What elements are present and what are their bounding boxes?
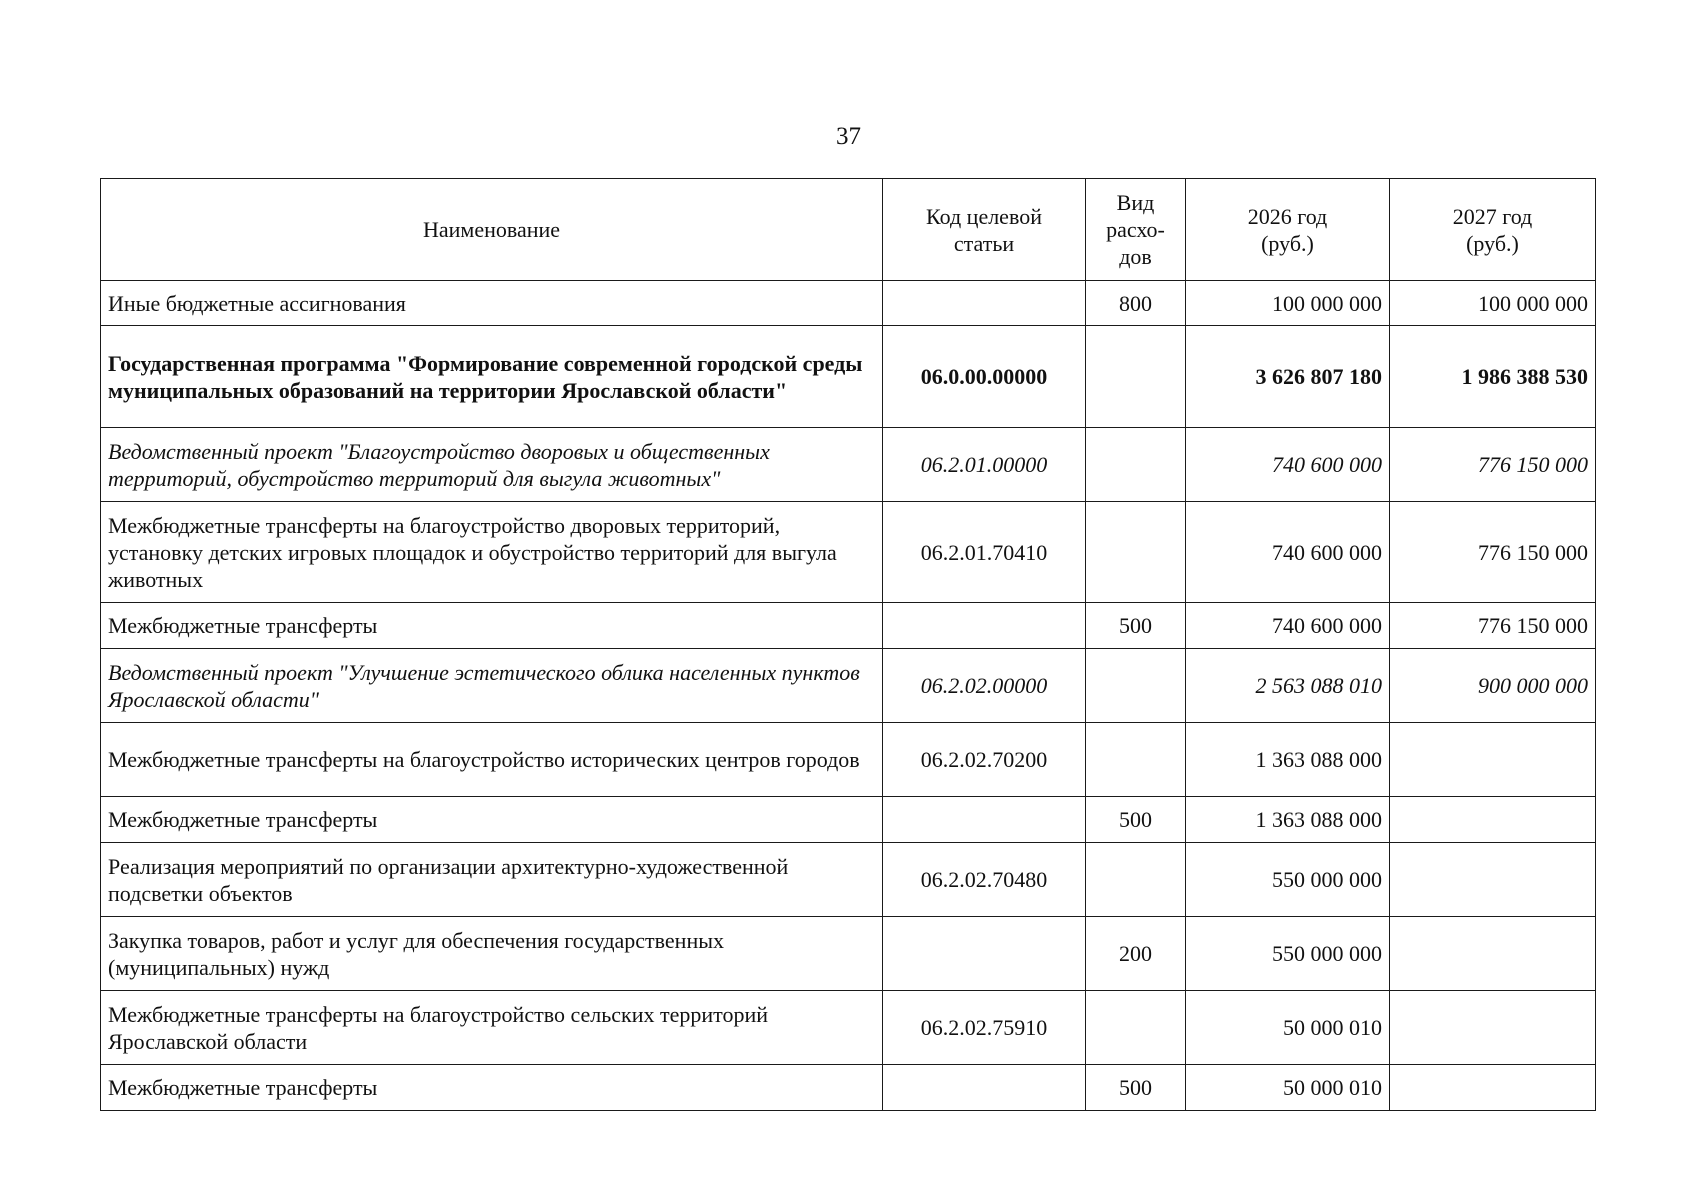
- header-expense-type: Вид расхо-дов: [1086, 179, 1186, 281]
- table-row: [101, 797, 1596, 843]
- row-code: [883, 797, 1086, 843]
- table-row: [101, 502, 1596, 603]
- row-code: [883, 1065, 1086, 1111]
- row-name: Межбюджетные трансферты: [101, 1065, 883, 1111]
- row-expense-type: 200: [1086, 917, 1186, 991]
- row-amount-2026: 550 000 000: [1186, 843, 1390, 917]
- header-code: Код целевой статьи: [883, 179, 1086, 281]
- row-amount-2026: 2 563 088 010: [1186, 649, 1390, 723]
- row-code: 06.2.01.70410: [883, 502, 1086, 603]
- row-name: Закупка товаров, работ и услуг для обеспечения государственных (муниципальных) нужд: [101, 917, 883, 991]
- row-amount-2027: [1390, 1065, 1596, 1111]
- row-expense-type: 800: [1086, 281, 1186, 326]
- row-amount-2026: 550 000 000: [1186, 917, 1390, 991]
- row-code: 06.2.02.75910: [883, 991, 1086, 1065]
- row-code: [883, 917, 1086, 991]
- row-name: Ведомственный проект "Улучшение эстетического облика населенных пунктов Ярославской области": [101, 649, 883, 723]
- row-name: Реализация мероприятий по организации архитектурно-художественной подсветки объектов: [101, 843, 883, 917]
- row-amount-2026: 50 000 010: [1186, 991, 1390, 1065]
- table-row: [101, 649, 1596, 723]
- page-number: 37: [836, 123, 861, 150]
- row-name: Иные бюджетные ассигнования: [101, 281, 883, 326]
- row-expense-type: 500: [1086, 1065, 1186, 1111]
- table-header-row: [101, 179, 1596, 281]
- row-code: [883, 603, 1086, 649]
- row-expense-type: [1086, 843, 1186, 917]
- header-2027: 2027 год (руб.): [1390, 179, 1596, 281]
- row-name: Межбюджетные трансферты: [101, 603, 883, 649]
- row-name: Государственная программа "Формирование современной городской среды муниципальных образований на территории Ярославской области": [101, 326, 883, 428]
- row-amount-2026: 740 600 000: [1186, 603, 1390, 649]
- row-name: Межбюджетные трансферты на благоустройство дворовых территорий, установку детских игровых площадок и обустройство территорий для выгула животных: [101, 502, 883, 603]
- row-amount-2026: 1 363 088 000: [1186, 797, 1390, 843]
- table-row: [101, 917, 1596, 991]
- row-expense-type: [1086, 991, 1186, 1065]
- header-2026: 2026 год (руб.): [1186, 179, 1390, 281]
- row-expense-type: 500: [1086, 603, 1186, 649]
- row-code: 06.2.02.70480: [883, 843, 1086, 917]
- row-name: Межбюджетные трансферты на благоустройство сельских территорий Ярославской области: [101, 991, 883, 1065]
- row-name: Межбюджетные трансферты: [101, 797, 883, 843]
- row-expense-type: [1086, 723, 1186, 797]
- row-expense-type: 500: [1086, 797, 1186, 843]
- row-amount-2027: 1 986 388 530: [1390, 326, 1596, 428]
- row-code: 06.2.02.00000: [883, 649, 1086, 723]
- row-amount-2026: 3 626 807 180: [1186, 326, 1390, 428]
- row-amount-2026: 100 000 000: [1186, 281, 1390, 326]
- budget-table: [100, 178, 1596, 1111]
- row-expense-type: [1086, 649, 1186, 723]
- table-row: [101, 1065, 1596, 1111]
- row-amount-2027: 776 150 000: [1390, 428, 1596, 502]
- row-amount-2027: 776 150 000: [1390, 502, 1596, 603]
- row-amount-2027: [1390, 797, 1596, 843]
- row-amount-2027: 900 000 000: [1390, 649, 1596, 723]
- row-name: Межбюджетные трансферты на благоустройство исторических центров городов: [101, 723, 883, 797]
- table-row: [101, 991, 1596, 1065]
- table-row: [101, 843, 1596, 917]
- row-code: 06.0.00.00000: [883, 326, 1086, 428]
- table-row: [101, 281, 1596, 326]
- table-row: [101, 326, 1596, 428]
- row-expense-type: [1086, 428, 1186, 502]
- table-row: [101, 603, 1596, 649]
- row-code: 06.2.01.00000: [883, 428, 1086, 502]
- row-amount-2027: [1390, 917, 1596, 991]
- row-name: Ведомственный проект "Благоустройство дворовых и общественных территорий, обустройство территорий для выгула животных": [101, 428, 883, 502]
- row-amount-2027: 776 150 000: [1390, 603, 1596, 649]
- row-amount-2026: 50 000 010: [1186, 1065, 1390, 1111]
- row-amount-2026: 1 363 088 000: [1186, 723, 1390, 797]
- table-row: [101, 428, 1596, 502]
- row-amount-2027: [1390, 723, 1596, 797]
- row-amount-2026: 740 600 000: [1186, 502, 1390, 603]
- row-expense-type: [1086, 502, 1186, 603]
- row-code: [883, 281, 1086, 326]
- row-amount-2026: 740 600 000: [1186, 428, 1390, 502]
- header-name: Наименование: [101, 179, 883, 281]
- row-amount-2027: [1390, 843, 1596, 917]
- row-expense-type: [1086, 326, 1186, 428]
- row-amount-2027: 100 000 000: [1390, 281, 1596, 326]
- row-amount-2027: [1390, 991, 1596, 1065]
- row-code: 06.2.02.70200: [883, 723, 1086, 797]
- table-row: [101, 723, 1596, 797]
